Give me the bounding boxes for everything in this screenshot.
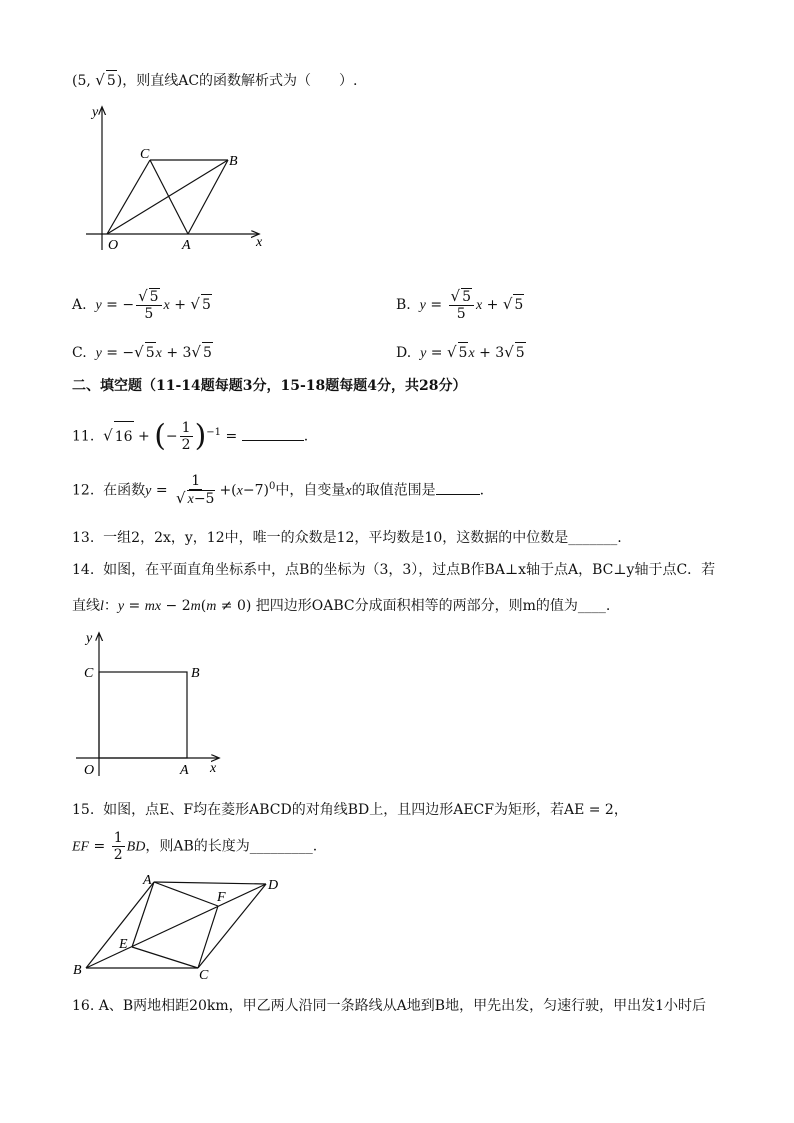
q15-figure [68, 870, 298, 982]
q15-label-e: E [119, 937, 128, 952]
q15-label-b: B [73, 963, 82, 978]
q10-option-b: B. y = $\frac{√ 5}{5}$ x + √ 5 [396, 287, 524, 322]
q10-label-y: y [92, 105, 99, 120]
q15-line2: EF = $\frac{1}{2}$ BD，则AB的长度为_________. [72, 830, 318, 863]
q10-figure [78, 100, 278, 255]
q10-label-a: A [182, 238, 191, 253]
q13: 13. 一组2，2x，y，12中，唯一的众数是12，平均数是10，这数据的中位数是_______. [72, 530, 622, 546]
q10-point: (5, √ 5) [72, 71, 123, 89]
q10-stem [72, 70, 358, 91]
q14-label-o: O [84, 763, 95, 778]
q14-figure [72, 626, 232, 781]
q14-label-a: A [180, 763, 189, 778]
q14-label-y: y [86, 631, 93, 646]
q12: 12. 在函数y = $\frac{1}{√ x-5}$ $+(x-7)^0$中，自变量x的取值范围是 . [72, 473, 485, 508]
q10-label-b: B [229, 154, 238, 169]
q16-line1: 16. A、B两地相距20km，甲乙两人沿同一条路线从A地到B地，甲先出发，匀速行驶，甲出发1小时后 [72, 998, 706, 1014]
q10-stem-text: ，则直线AC的函数解析式为（ ）. [122, 73, 358, 89]
q10-option-c: C. y = −√ 5x + 3√ 5 [72, 343, 212, 361]
q15-label-d: D [268, 878, 279, 893]
q14-label-x: x [210, 761, 217, 776]
q15-label-c: C [199, 968, 209, 982]
q10-option-a: A. y = − $\frac{√ 5}{5}$ x + √ 5 [72, 287, 211, 322]
q15-line1: 15. 如图，点E、F均在菱形ABCD的对角线BD上，且四边形AECF为矩形，若AE = 2， [72, 802, 628, 818]
q14-line2: 直线l：y = mx − 2m(m ≠ 0) 把四边形OABC分成面积相等的两部分，则m的值为____. [72, 598, 611, 614]
q11: 11. √ 16 + (− $\frac{1}{2}$ )$^{-1}$ = . [72, 418, 309, 454]
q10-option-d: D. y = √ 5x + 3√ 5 [396, 343, 525, 361]
q15-label-f: F [217, 890, 226, 905]
q14-label-b: B [191, 666, 200, 681]
q10-label-o: O [108, 238, 119, 253]
section2-title: 二、填空题（11-14题每题3分，15-18题每题4分，共28分） [72, 378, 467, 394]
q15-label-a: A [143, 873, 152, 888]
q10-label-c: C [140, 147, 150, 162]
q10-label-x: x [256, 235, 263, 250]
q14-line1: 14. 如图，在平面直角坐标系中，点B的坐标为（3，3），过点B作BA⊥x轴于点A，BC⊥y轴于点C．若 [72, 562, 716, 578]
q14-label-c: C [84, 666, 94, 681]
